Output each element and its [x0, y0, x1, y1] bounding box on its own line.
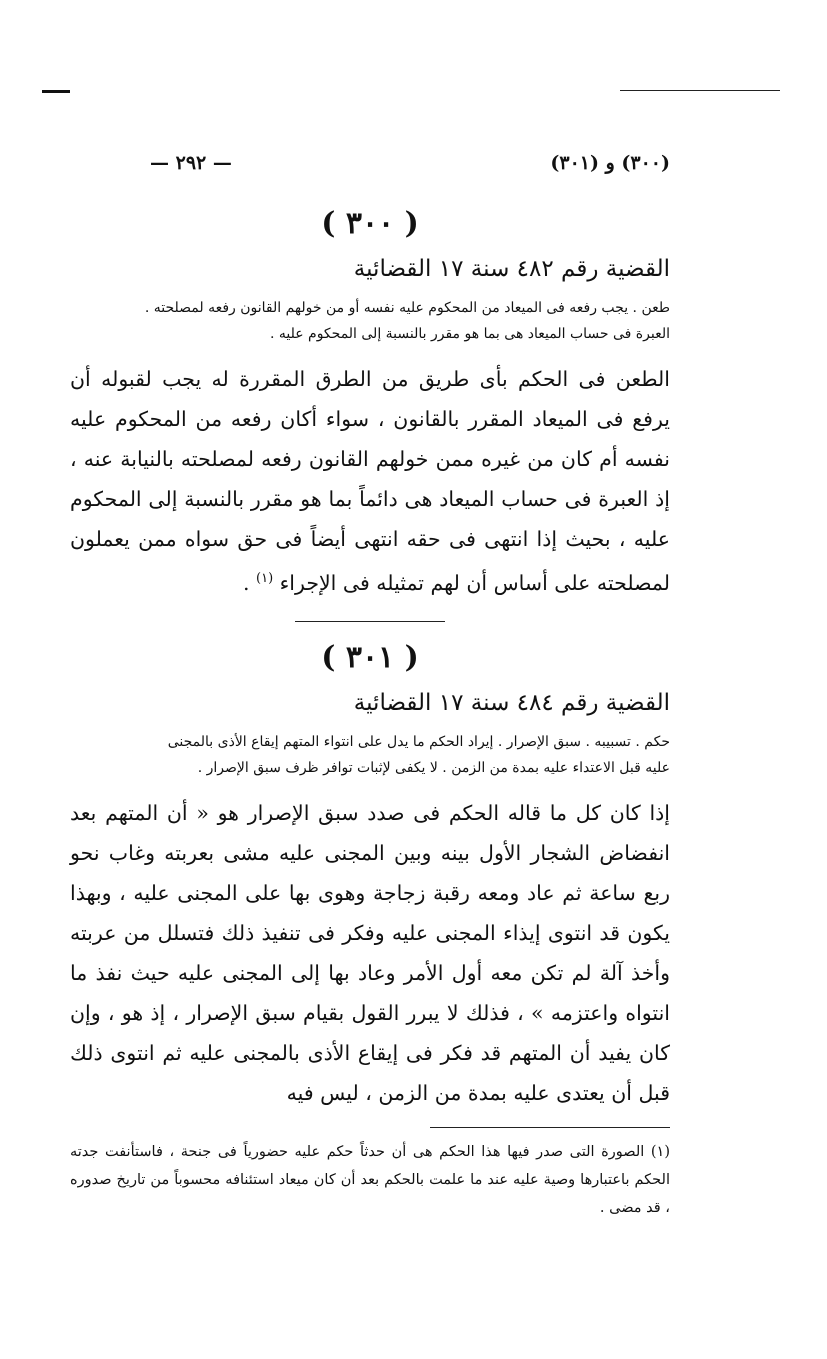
footnote-reference: (١): [256, 570, 274, 586]
top-right-rule: [620, 90, 780, 91]
summary-line: عليه قبل الاعتداء عليه بمدة من الزمن . لا يكفى لإثبات توافر ظرف سبق الإصرار .: [197, 759, 670, 776]
summary-300: [70, 295, 670, 347]
section-number-301: ( ٣٠١ ): [321, 639, 419, 675]
summary-line: حكم . تسبيبه . سبق الإصرار . إيراد الحكم ما يدل على انتواء المتهم إيقاع الأذى بالمجنى: [167, 733, 670, 750]
page-number: — ٢٩٢ —: [150, 152, 232, 174]
case-title-300: القضية رقم ٤٨٢ سنة ١٧ القضائية: [353, 256, 670, 282]
summary-301: [70, 729, 670, 781]
body-text-end: .: [242, 570, 256, 595]
section-divider: [295, 621, 445, 622]
section-number-300: ( ٣٠٠ ): [321, 206, 419, 241]
body-text: الطعن فى الحكم بأى طريق من الطرق المقررة له يجب لقبوله أن يرفع فى الميعاد المقرر بالقانون ، سواء أكان رفعه من المحكوم عليه نفسه أم كان من غيره ممن خولهم القانون رفعه لمصلحته بالنيابة عنه ، إذ العبرة فى حساب الميعاد هى دائماً بما هو مقرر بالنسبة إلى المحكوم عليه ، بحيث إذا انتهى فى حقه انتهى أيضاً فى حق سواه ممن يعملون لمصلحته على أساس أن لهم تمثيله فى الإجراء: [70, 366, 670, 595]
footnote: (١) الصورة التى صدر فيها هذا الحكم هى أن حدثاً حكم عليه حضورياً فى جنحة ، فاستأنفت جدته الحكم باعتبارها وصية عليه عند ما علمت بالحكم بعد أن كان ميعاد استئنافه محسوباً من تاريخ صدوره ، قد مضى .: [70, 1143, 670, 1216]
running-title: (٣٠٠) و (٣٠١): [550, 152, 670, 174]
case-title-301: القضية رقم ٤٨٤ سنة ١٧ القضائية: [353, 689, 670, 716]
body-text-300: [70, 359, 670, 603]
page: [70, 150, 670, 1222]
body-text-301: إذا كان كل ما قاله الحكم فى صدد سبق الإصرار هو « أن المتهم بعد انفضاض الشجار الأول بينه وبين المجنى عليه مشى بعربته وغاب نحو ربع ساعة ثم عاد ومعه رقبة زجاجة وهوى بها على المجنى عليه ، وبهذا يكون قد انتوى إيذاء المجنى عليه وفكر فى تنفيذ ذلك فتسلل من عربته وأخذ آلة لم تكن معه أول الأمر وعاد بها إلى المجنى عليه حيث نفذ ما انتواه واعتزمه » ، فذلك لا يبرر القول بقيام سبق الإصرار ، إذ هو ، وإن كان يفيد أن المتهم قد فكر فى إيقاع الأذى بالمجنى عليه ثم انتوى ذلك قبل أن يعتدى عليه بمدة من الزمن ، ليس فيه: [70, 800, 670, 1105]
summary-line: طعن . يجب رفعه فى الميعاد من المحكوم عليه نفسه أو من خولهم القانون رفعه لمصلحته .: [144, 299, 670, 316]
top-left-rule: [42, 90, 70, 93]
summary-line: العبرة فى حساب الميعاد هى بما هو مقرر بالنسبة إلى المحكوم عليه .: [269, 325, 670, 342]
page-header: [150, 150, 670, 176]
footnote-divider: [430, 1127, 670, 1128]
